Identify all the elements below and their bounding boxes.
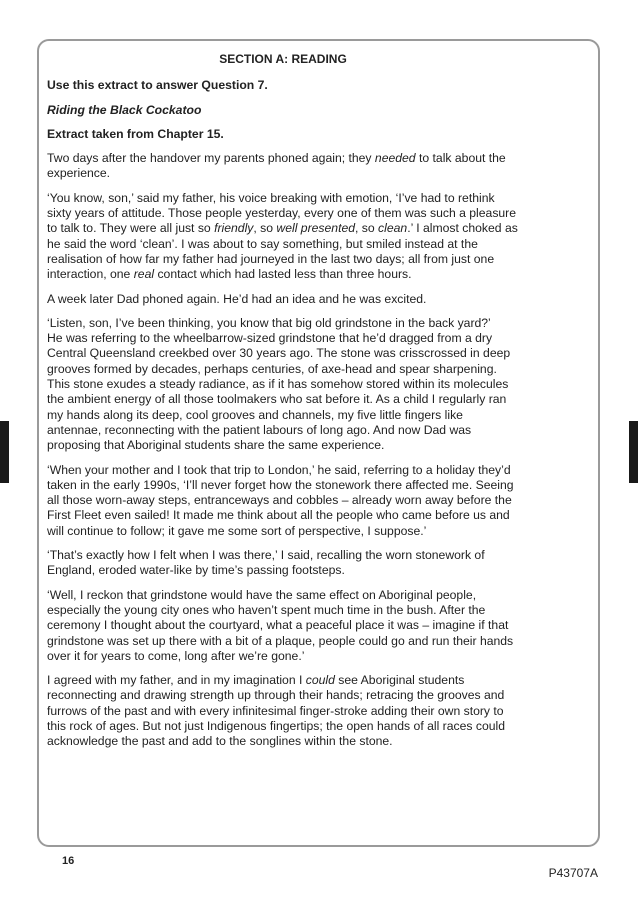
extract-paragraph: [47, 191, 519, 283]
left-edge-tab: [0, 421, 9, 483]
paragraph-text: ‘When your mother and I took that trip to London,’ he said, referring to a holiday they’d taken in the early 1990s, ‘I’ll never forget how the stonework there affected me. Seeing all those worn-away steps, entranceways and cobbles – already worn away before the First Fleet even sailed! It made me think about all the people who came before us and will continue to follow; it gave me some sort of perspective, I suppose.’: [47, 462, 514, 538]
book-title: Riding the Black Cockatoo: [47, 102, 202, 117]
right-edge-tab: [629, 421, 638, 483]
paper-code: P43707A: [548, 866, 598, 880]
extract-paragraph: [47, 548, 519, 579]
extract-paragraph: [47, 463, 519, 539]
extract-paragraph: [47, 673, 519, 749]
emphasis-text: friendly: [214, 221, 254, 236]
paragraph-text: ‘That’s exactly how I felt when I was there,’ I said, recalling the worn stonework of England, eroded water-like by time’s passing footsteps.: [47, 548, 485, 578]
extract-paragraph: [47, 292, 519, 307]
emphasis-text: clean: [378, 221, 408, 236]
emphasis-text: real: [133, 267, 155, 282]
extract-paragraph: [47, 151, 519, 182]
paragraph-text: see Aboriginal students reconnecting and drawing strength up through their hands; retracing the grooves and furrows of the past and with every infinitesimal finger-stroke adding their own story to this rock of ages. But not just Indigenous fingertips; the open hands of all races could acknowledge the past and add to the songlines within the stone.: [47, 673, 505, 749]
paragraph-text: I agreed with my father, and in my imagination I: [47, 673, 306, 688]
paragraph-text: Two days after the handover my parents phoned again; they: [47, 151, 375, 166]
emphasis-text: well presented: [276, 221, 356, 236]
paragraph-text: contact which had lasted less than three hours.: [154, 267, 412, 282]
extract-paragraphs: [47, 151, 519, 749]
page-number: 16: [62, 855, 75, 867]
paragraph-text: , so: [355, 221, 379, 236]
extract-paragraph: [47, 316, 519, 454]
extract-source: Extract taken from Chapter 15.: [47, 126, 224, 141]
paragraph-text: He was referring to the wheelbarrow-sized grindstone that he’d dragged from a dry Central Queensland creekbed over 30 years ago. The stone was crisscrossed in deep grooves formed by decades, perhaps centuries, of axe-head and spear sharpening. This stone exudes a steady radiance, as if it has somehow stored within its molecules the ambient energy of all those toolmakers who sat before it. As a child I regularly ran my hands along its deep, cool grooves and channels, my five little fingers like antennae, reconnecting with the patient labours of long ago. And now Dad was proposing that Aboriginal students share the same experience.: [47, 331, 511, 453]
paragraph-text: ‘You know, son,’ said my father, his voice breaking with emotion, ‘I’ve had to rethink sixty years of attitude. Those people yesterday, every one of them was such a pleasure to talk to. They were all just so: [47, 190, 517, 236]
paragraph-text: A week later Dad phoned again. He’d had an idea and he was excited.: [47, 291, 427, 306]
paragraph-text: .’ I almost choked as he said the word ‘clean’. I was about to say something, but smiled instead at the realisation of how far my father had journeyed in the last two days; all from just one interaction, one: [47, 221, 518, 282]
extract-paragraph: [47, 588, 519, 664]
emphasis-text: could: [305, 673, 335, 688]
paragraph-text: ‘Well, I reckon that grindstone would have the same effect on Aboriginal people, especially the young city ones who haven’t spent much time in the bush. After the ceremony I thought about the courtyard, what a peaceful place it was – imagine if that grindstone was set up there with a bit of a plaque, people could go and run their hands over it for years to come, long after we’re gone.’: [47, 587, 514, 663]
instruction: Use this extract to answer Question 7.: [47, 78, 268, 93]
extract-content: [47, 52, 519, 759]
paragraph-text: ‘Listen, son, I’ve been thinking, you know that big old grindstone in the back yard?’: [47, 315, 491, 330]
section-heading: SECTION A: READING: [219, 52, 347, 66]
emphasis-text: needed: [374, 151, 416, 166]
paragraph-text: to talk about the experience.: [47, 151, 506, 181]
paragraph-text: , so: [253, 221, 277, 236]
